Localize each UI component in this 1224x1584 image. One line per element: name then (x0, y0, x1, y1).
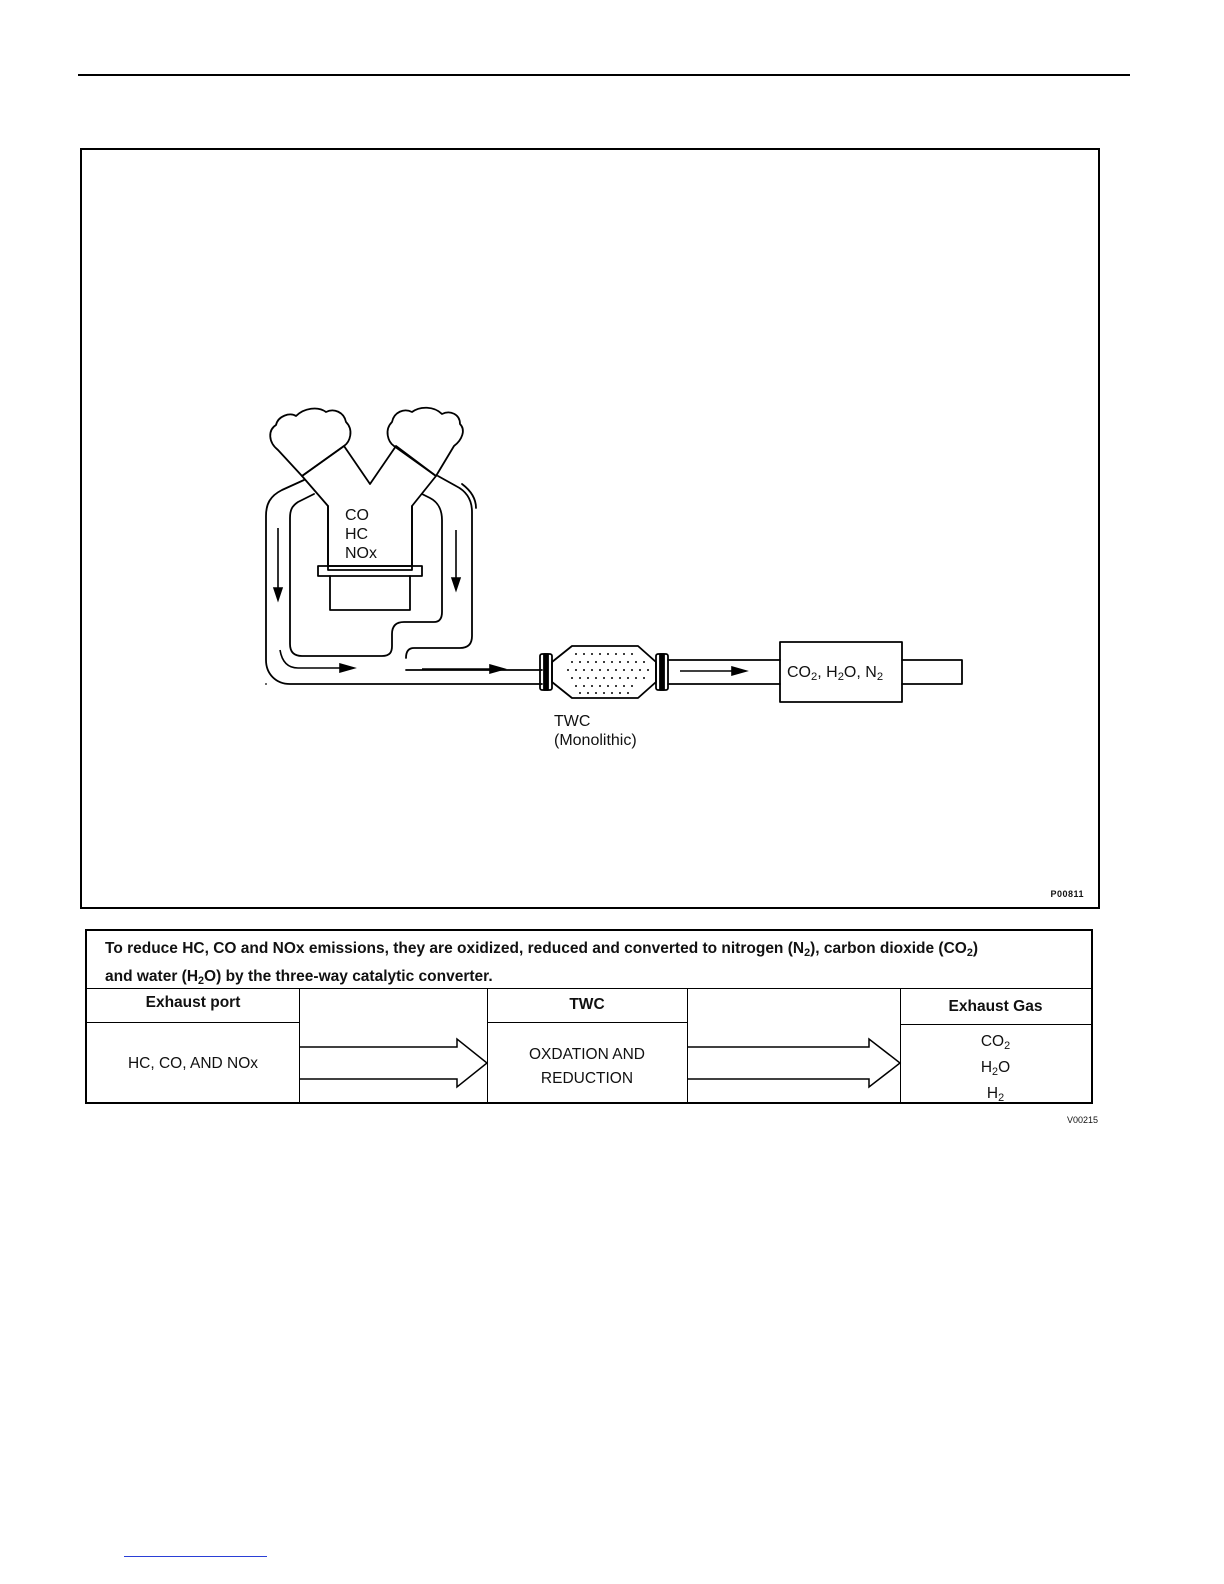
exhaust-gas-header: Exhaust Gas (948, 998, 1043, 1015)
gas-label-co: CO (345, 507, 369, 524)
twc-label (554, 712, 637, 750)
table-code: V00215 (1067, 1115, 1099, 1125)
exhaust-gas-h2: $H_2$ (986, 1085, 1005, 1104)
exhaust-system-figure (80, 148, 1100, 909)
exhaust-gas-h2o: $H_2O$ (980, 1059, 1011, 1078)
gas-label-nox: NOx (345, 545, 377, 562)
exhaust-port-header: Exhaust port (145, 994, 241, 1011)
outlet-gas-label: $CO_2$, $H_2O$, $N_2$ (787, 664, 884, 683)
figure-code: P00811 (1050, 889, 1084, 899)
table-arrows (87, 989, 1091, 1102)
tail-pipe (668, 660, 780, 684)
inlet-gas-labels (345, 506, 377, 563)
left-cylinder-head (270, 409, 350, 476)
right-cylinder-head (388, 408, 463, 476)
left-manifold-pipe (266, 480, 542, 684)
twc-subtitle: (Monolithic) (554, 732, 637, 749)
footer-link-underline[interactable] (124, 1556, 267, 1557)
engine-flange (318, 566, 422, 576)
catalytic-converter (552, 646, 656, 698)
twc-header: TWC (569, 996, 605, 1013)
gas-label-hc: HC (345, 526, 369, 543)
monolith-substrate (567, 653, 649, 694)
twc-process-value: OXDATION AND REDUCTION (529, 1046, 645, 1087)
exhaust-system-diagram (82, 150, 1098, 907)
arrow-port-to-twc (300, 1039, 487, 1087)
arrow-twc-to-gas (688, 1039, 900, 1087)
twc-title: TWC (554, 713, 591, 730)
exhaust-port-value: HC, CO, AND NOx (127, 1055, 259, 1072)
table-description: To reduce HC, CO and NOx emissions, they are oxidized, reduced and converted to nitrogen $(N_2)$, carbon dioxide $(CO_2)$ and water $(H_2O)$ by the three-way catalytic converter. (87, 931, 1091, 989)
exhaust-gas-co2: $CO_2$ (980, 1033, 1011, 1052)
right-manifold-pipe (406, 476, 472, 658)
header-rule (78, 74, 1130, 76)
process-table (85, 929, 1093, 1104)
